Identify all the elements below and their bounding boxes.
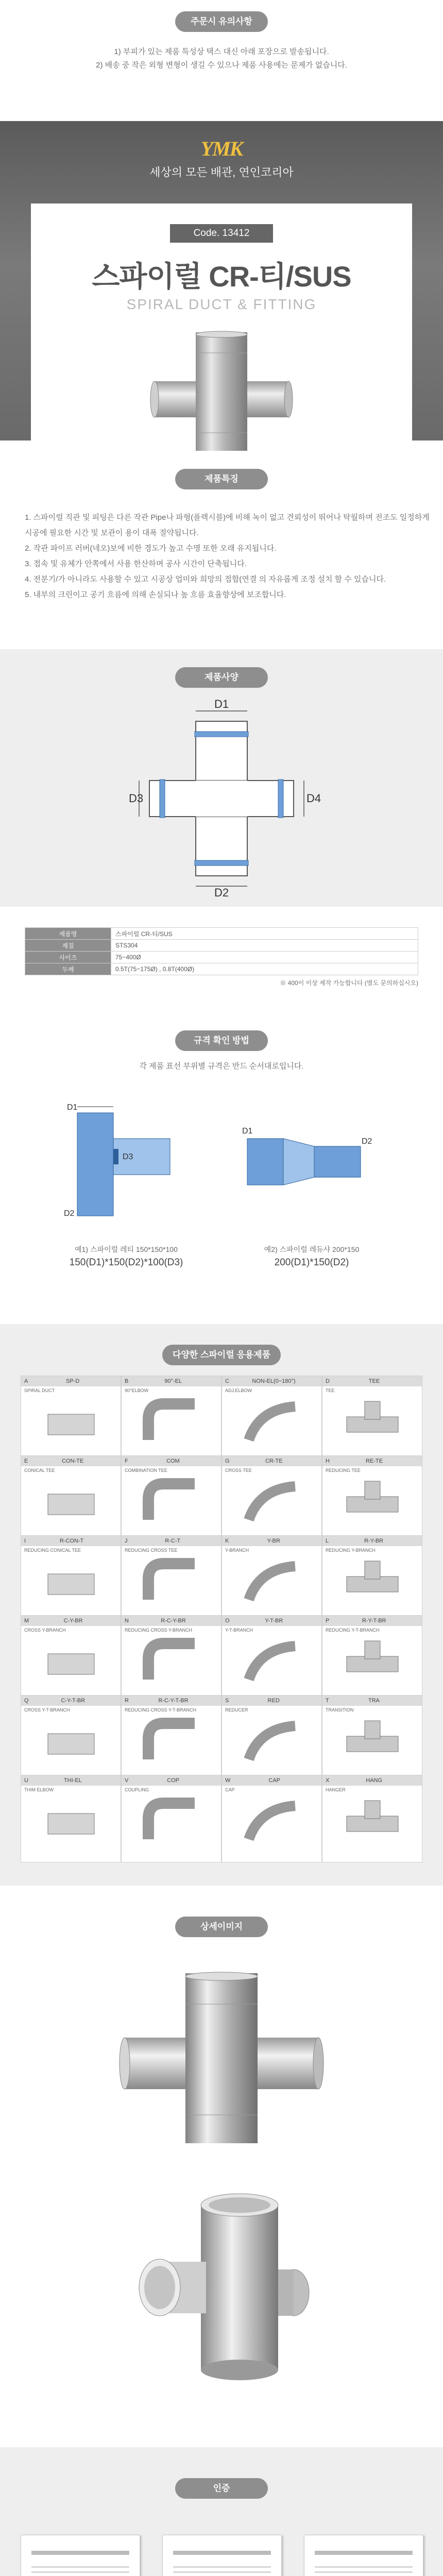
- product-short-name: CAP: [268, 1777, 280, 1784]
- product-card: [121, 1455, 222, 1543]
- product-english-name: REDUCING CONICAL TEE: [24, 1548, 81, 1553]
- product-card: [322, 1775, 422, 1862]
- product-short-name: R-C-T: [165, 1538, 181, 1544]
- product-short-name: R-C-Y-BR: [161, 1618, 186, 1624]
- spec-section: [0, 649, 443, 907]
- label-d3: D3: [129, 792, 144, 805]
- product-thumbnail: [43, 1558, 99, 1607]
- product-english-name: CROSS TEE: [225, 1468, 252, 1473]
- product-short-name: Y-T-BR: [265, 1618, 283, 1624]
- spec-note: ※ 400이 이상 제작 가능합니다 (별도 문의하십시오): [280, 979, 418, 987]
- certificate-image-1: [21, 2535, 140, 2576]
- table-row: 제품명 스파이럴 CR-티/SUS: [25, 928, 418, 940]
- product-thumbnail: [344, 1479, 401, 1528]
- ex2-label-d2: D2: [362, 1137, 372, 1146]
- product-code: V: [125, 1777, 129, 1784]
- product-thumbnail: [43, 1718, 99, 1767]
- product-english-name: REDUCING Y-BRANCH: [326, 1548, 376, 1553]
- product-code: N: [125, 1618, 129, 1624]
- product-english-name: COUPLING: [125, 1787, 149, 1792]
- product-thumbnail: [143, 1479, 200, 1528]
- product-thumbnail: [43, 1399, 99, 1448]
- product-card: [21, 1615, 121, 1703]
- product-english-name: HANGER: [326, 1787, 346, 1792]
- product-code: I: [24, 1538, 26, 1544]
- product-code: H: [326, 1458, 330, 1464]
- product-thumbnail: [344, 1399, 401, 1448]
- product-short-name: R-Y-T-BR: [362, 1618, 386, 1624]
- product-english-name: CROSS Y-T-BRANCH: [24, 1707, 70, 1713]
- product-card: [21, 1695, 121, 1783]
- product-english-name: CROSS Y-BRANCH: [24, 1628, 66, 1633]
- certs-title: 인증: [175, 2478, 268, 2499]
- product-card: [121, 1775, 222, 1862]
- spec-table-section: [0, 907, 443, 1005]
- product-card: [121, 1376, 222, 1463]
- method-description: 각 제품 표선 부위별 규격은 반드 순서대로입니다.: [139, 1062, 304, 1071]
- hero-card: [31, 204, 412, 461]
- products-section: [0, 1324, 443, 1886]
- product-english-name: REDUCER: [225, 1707, 248, 1713]
- product-english-name: COMBINATION TEE: [125, 1468, 167, 1473]
- product-subtitle: SPIRAL DUCT & FITTING: [126, 296, 317, 312]
- feature-item: 시공에 필요한 시간 및 보관이 용이 대폭 절약됩니다.: [25, 529, 199, 537]
- product-english-name: TRANSITION: [326, 1707, 354, 1713]
- product-code: A: [24, 1378, 28, 1384]
- product-code: L: [326, 1538, 329, 1544]
- product-code: W: [225, 1777, 231, 1784]
- product-title: 스파이럴 CR-티/SUS: [92, 260, 351, 293]
- product-thumbnail: [43, 1798, 99, 1847]
- hero-banner: [0, 121, 443, 440]
- product-short-name: COP: [167, 1777, 180, 1784]
- product-card: [222, 1376, 322, 1463]
- product-card: [21, 1775, 121, 1862]
- product-thumbnail: [244, 1638, 300, 1687]
- product-thumbnail: [244, 1798, 300, 1847]
- product-code: X: [326, 1777, 330, 1784]
- product-code: U: [24, 1777, 28, 1784]
- feature-item: 5. 내부의 크린이고 공기 흐름에 의해 손실되나 높 흐름 효율향상에 보조합니다.: [25, 590, 286, 599]
- product-english-name: ADJ.ELBOW: [225, 1388, 252, 1393]
- certificate-image-2: [162, 2535, 282, 2576]
- product-english-name: 90°ELBOW: [125, 1388, 149, 1393]
- method-title: 규격 확인 방법: [175, 1030, 268, 1051]
- product-card: [121, 1535, 222, 1623]
- product-code: C: [225, 1378, 229, 1384]
- features-section: [0, 440, 443, 649]
- product-card: [222, 1695, 322, 1783]
- product-thumbnail: [143, 1399, 200, 1448]
- product-short-name: 90°-EL: [164, 1378, 182, 1384]
- product-card: [322, 1695, 422, 1783]
- product-short-name: NON-EL(0~180°): [252, 1378, 296, 1384]
- notice-line-2: 2) 배송 중 작은 외형 변형이 생길 수 있으나 제품 사용에는 문제가 없습니다.: [96, 61, 347, 70]
- product-card: [21, 1455, 121, 1543]
- example1-caption: 예1) 스파이럴 레티 150*150*100: [75, 1245, 178, 1253]
- product-card: [21, 1376, 121, 1463]
- product-short-name: SP-D: [66, 1378, 80, 1384]
- product-code: F: [125, 1458, 128, 1464]
- feature-item: 1. 스파이럴 직관 및 피팅은 다른 작관 Pipe나 파형(플렉시블)에 비해 녹이 없고 견뢰성이 뛰어나 탁월하며 전조도 일정하게: [25, 513, 430, 522]
- product-short-name: CON-TE: [62, 1458, 84, 1464]
- detail-image-angle: [129, 2190, 325, 2385]
- product-card: [222, 1535, 322, 1623]
- label-d4: D4: [306, 792, 321, 805]
- product-short-name: Y-BR: [267, 1538, 280, 1544]
- product-code: O: [225, 1618, 230, 1624]
- brand-logo: ΥΜΚ: [200, 137, 243, 160]
- product-short-name: HANG: [366, 1777, 383, 1784]
- product-thumbnail: [143, 1718, 200, 1767]
- certificate-image-3: [304, 2535, 423, 2576]
- product-english-name: Y-T-BRANCH: [225, 1628, 253, 1633]
- product-english-name: REDUCING CROSS Y-BRANCH: [125, 1628, 193, 1633]
- product-card: [322, 1376, 422, 1463]
- product-english-name: Y-BRANCH: [225, 1548, 249, 1553]
- spec-table: [25, 927, 418, 975]
- product-english-name: REDUCING TEE: [326, 1468, 361, 1473]
- product-english-name: REDUCING Y-T-BRANCH: [326, 1628, 380, 1633]
- products-title: 다양한 스파이럴 응용제품: [162, 1345, 281, 1365]
- product-code: S: [225, 1698, 229, 1704]
- cross-tee-diagram: [129, 698, 321, 899]
- product-short-name: TRA: [368, 1698, 380, 1704]
- ex1-label-d2: D2: [64, 1209, 75, 1218]
- product-card: [222, 1775, 322, 1862]
- table-row: 두께 0.5T(75~175Ø) , 0.8T(400Ø): [25, 963, 418, 975]
- product-card: [322, 1455, 422, 1543]
- table-row: 사이즈 75~400Ø: [25, 952, 418, 963]
- product-thumbnail: [244, 1558, 300, 1607]
- notice-line-1: 1) 부피가 있는 제품 특성상 택스 대신 아래 포장으로 발송됩니다.: [114, 47, 329, 56]
- product-thumbnail: [43, 1479, 99, 1528]
- product-short-name: R-C-Y-T-BR: [158, 1698, 189, 1704]
- product-thumbnail: [344, 1718, 401, 1767]
- product-english-name: CONICAL TEE: [24, 1468, 55, 1473]
- product-thumbnail: [244, 1718, 300, 1767]
- feature-item: 2. 작관 파이프 러버(네오)보에 비한 경도가 높고 수명 또한 오래 유지됩니다.: [25, 544, 277, 553]
- product-card: [121, 1615, 222, 1703]
- product-code: K: [225, 1538, 229, 1544]
- product-thumbnail: [244, 1399, 300, 1448]
- product-short-name: COM: [166, 1458, 180, 1464]
- reducing-tee-diagram: [62, 1103, 175, 1221]
- label-d1: D1: [214, 698, 229, 710]
- product-short-name: R-CON-T: [59, 1538, 84, 1544]
- product-code-badge: Code. 13412: [170, 224, 273, 243]
- spec-title: 제품사양: [175, 667, 268, 688]
- table-row: 재질 STS304: [25, 940, 418, 952]
- product-code: Q: [24, 1698, 29, 1704]
- product-thumbnail: [43, 1638, 99, 1687]
- product-code: P: [326, 1618, 330, 1624]
- product-card: [121, 1695, 222, 1783]
- product-thumbnail: [244, 1479, 300, 1528]
- product-short-name: RE-TE: [365, 1458, 383, 1464]
- notice-title: 주문시 유의사항: [175, 11, 268, 32]
- label-d2: D2: [214, 886, 229, 899]
- product-short-name: RED: [267, 1698, 280, 1704]
- product-short-name: C-Y-BR: [63, 1618, 83, 1624]
- product-card: [322, 1615, 422, 1703]
- product-short-name: TEE: [368, 1378, 380, 1384]
- detail-image-front: [118, 1973, 325, 2143]
- notice-section: [0, 0, 443, 121]
- product-code: B: [125, 1378, 129, 1384]
- product-thumbnail: [143, 1638, 200, 1687]
- product-card: [21, 1535, 121, 1623]
- detail-title: 상세이미지: [175, 1917, 268, 1937]
- product-code: G: [225, 1458, 230, 1464]
- product-card: [222, 1455, 322, 1543]
- product-thumbnail: [344, 1558, 401, 1607]
- product-english-name: TEE: [326, 1388, 335, 1393]
- product-short-name: C-Y-T-BR: [61, 1698, 86, 1704]
- brand-slogan: 세상의 모든 배관, 연인코리아: [149, 166, 294, 179]
- product-english-name: SPIRAL DUCT: [24, 1388, 55, 1393]
- example2-caption: 예2) 스파이럴 레듀샤 200*150: [264, 1245, 360, 1253]
- product-card: [322, 1535, 422, 1623]
- ex2-label-d1: D1: [242, 1127, 253, 1136]
- product-code: T: [326, 1698, 329, 1704]
- product-code: J: [125, 1538, 128, 1544]
- feature-item: 4. 전분기/가 아니라도 사용할 수 있고 시공상 업미와 희망의 접합(연결 의 자유롭게 조정 설치 할 수 있습니다.: [25, 575, 386, 584]
- product-code: M: [24, 1618, 29, 1624]
- product-english-name: CAP: [225, 1787, 235, 1792]
- cross-tee-hero-image: [149, 332, 294, 451]
- product-short-name: THI-EL: [64, 1777, 82, 1784]
- product-english-name: REDUCING CROSS TEE: [125, 1548, 178, 1553]
- product-english-name: THIM ELBOW: [24, 1787, 54, 1792]
- product-code: D: [326, 1378, 330, 1384]
- reducer-diagram: [242, 1123, 376, 1200]
- product-short-name: R-Y-BR: [364, 1538, 383, 1544]
- product-card: [222, 1615, 322, 1703]
- product-short-name: CR-TE: [265, 1458, 283, 1464]
- ex1-label-d1: D1: [67, 1103, 78, 1112]
- product-thumbnail: [344, 1798, 401, 1847]
- product-code: R: [125, 1698, 129, 1704]
- product-thumbnail: [143, 1798, 200, 1847]
- product-english-name: REDUCING CROSS Y-T-BRANCH: [125, 1707, 197, 1713]
- example2-value: 200(D1)*150(D2): [274, 1257, 349, 1268]
- detail-section: [0, 1886, 443, 2447]
- product-thumbnail: [344, 1638, 401, 1687]
- product-thumbnail: [143, 1558, 200, 1607]
- example1-value: 150(D1)*150(D2)*100(D3): [69, 1257, 183, 1268]
- ex1-label-d3: D3: [123, 1153, 133, 1161]
- features-title: 제품특징: [175, 469, 268, 489]
- certs-section: [0, 2447, 443, 2576]
- product-code: E: [24, 1458, 28, 1464]
- size-method-section: [0, 1005, 443, 1324]
- feature-item: 3. 접속 및 유체가 안쪽에서 사용 한산하며 공사 시간이 단축됩니다.: [25, 560, 247, 568]
